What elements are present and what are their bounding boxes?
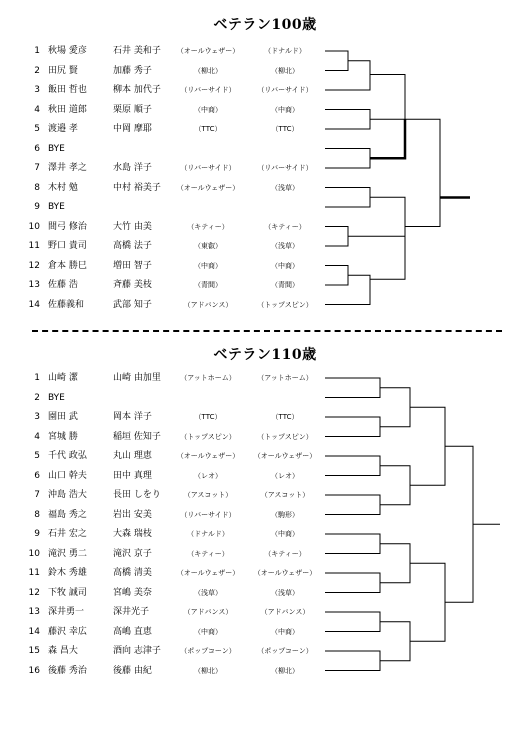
player-2-club: （柳北）	[271, 666, 299, 675]
player-1-club: （アドバンス）	[183, 608, 233, 616]
entry-number: 8	[34, 509, 40, 520]
bracket-line	[325, 266, 348, 286]
bracket-line	[410, 407, 445, 485]
player-2-club: （トップスピン）	[257, 432, 313, 441]
player-2-name: 丸山 理恵	[113, 451, 152, 461]
bracket-line	[325, 51, 348, 71]
player-1-name: 深井勇一	[48, 607, 85, 617]
player-1-name: 園田 武	[48, 412, 78, 422]
player-2-name: 高橋 清美	[113, 568, 152, 578]
bracket-line	[325, 456, 380, 476]
player-1-club: （TTC）	[194, 413, 222, 421]
player-2-name: 深井光子	[113, 607, 150, 617]
entry-number: 9	[34, 202, 40, 212]
bracket-line	[380, 544, 410, 583]
player-2-club: （レオ）	[271, 471, 299, 480]
player-2-name: 加藤 秀子	[113, 65, 152, 76]
bracket-line	[370, 236, 405, 279]
player-2-club: （ドナルド）	[264, 47, 306, 55]
entry-number: 16	[28, 665, 40, 676]
player-1-name: 下牧 誠司	[48, 587, 87, 598]
player-1-name: BYE	[48, 202, 65, 212]
entry-number: 13	[28, 280, 40, 290]
bracket-100	[325, 51, 470, 305]
player-2-club: （TTC）	[271, 413, 299, 421]
player-2-name: 酒向 志津子	[113, 646, 161, 656]
player-2-club: （キティー）	[264, 222, 306, 231]
entry-number: 5	[34, 451, 40, 461]
player-1-club: （オールウェザー）	[176, 183, 240, 192]
player-1-club: （柳北）	[194, 66, 222, 75]
bracket-line	[325, 149, 370, 169]
bracket-line	[445, 446, 473, 602]
entry-number: 4	[34, 104, 40, 115]
player-1-club: （トップスピン）	[180, 432, 236, 441]
player-2-club: （浅草）	[271, 242, 299, 250]
player-1-club: （ドナルド）	[187, 530, 229, 538]
bracket-line	[325, 417, 380, 437]
player-1-name: 飯田 哲也	[48, 85, 87, 95]
player-1-club: （青間）	[194, 281, 222, 289]
entry-number: 10	[28, 221, 40, 232]
section-title-110: ベテラン110歳	[213, 347, 317, 363]
player-1-name: 秋場 愛彦	[48, 46, 87, 56]
player-2-club: （中商）	[271, 261, 299, 270]
player-1-name: 宮城 勝	[48, 431, 78, 442]
player-1-name: 倉本 勝巳	[48, 260, 87, 271]
player-1-club: （柳北）	[194, 666, 222, 675]
player-2-club: （柳北）	[271, 66, 299, 75]
player-1-club: （ポップコーン）	[180, 647, 236, 655]
entry-number: 14	[28, 299, 40, 310]
player-1-club: （アスコット）	[183, 491, 233, 499]
player-2-club: （浅草）	[271, 588, 299, 597]
player-1-club: （オールウェザー）	[176, 47, 240, 55]
player-2-name: 高嶋 直恵	[113, 626, 152, 637]
player-2-name: 柳本 加代子	[113, 85, 161, 95]
entry-number: 6	[34, 143, 40, 154]
player-1-name: 佐藤義和	[48, 299, 85, 310]
bracket-line	[370, 75, 405, 120]
player-2-name: 大森 瑞枝	[113, 529, 152, 539]
player-2-club: （キティー）	[264, 549, 306, 558]
player-2-club: （ポップコーン）	[257, 647, 313, 655]
bracket-line	[380, 466, 410, 505]
entry-number: 12	[28, 587, 40, 598]
entry-number: 3	[34, 412, 40, 422]
entry-number: 11	[28, 241, 40, 251]
entry-number: 7	[34, 490, 40, 500]
player-2-name: 石井 美和子	[113, 46, 161, 56]
player-1-name: 鈴木 秀雄	[48, 568, 87, 578]
player-2-club: （トップスピン）	[257, 300, 313, 309]
player-2-name: 長田 しをり	[113, 490, 161, 500]
bracket-line	[380, 622, 410, 661]
player-1-name: 渡邉 孝	[48, 124, 78, 134]
player-1-name: 滝沢 勇二	[48, 548, 87, 559]
player-1-name: 佐藤 浩	[48, 280, 78, 290]
entry-number: 12	[28, 260, 40, 271]
bracket-line	[325, 495, 380, 515]
player-2-club: （中商）	[271, 627, 299, 636]
bracket-line	[325, 534, 380, 554]
player-2-club: （アットホーム）	[257, 374, 313, 382]
player-1-name: BYE	[48, 143, 65, 154]
bracket-line	[410, 563, 445, 641]
bracket-110	[325, 378, 500, 671]
player-2-club: （アドバンス）	[260, 608, 310, 616]
player-1-name: 石井 宏之	[48, 529, 87, 539]
entry-number: 15	[28, 646, 40, 656]
player-1-name: 山口 幹夫	[48, 470, 87, 481]
player-1-name: 木村 勉	[48, 182, 78, 193]
player-2-name: 斉藤 美枝	[113, 280, 152, 290]
player-1-club: （東叡）	[194, 242, 222, 250]
player-2-name: 中岡 摩耶	[113, 124, 152, 134]
entry-number: 2	[34, 392, 40, 403]
player-1-club: （アットホーム）	[180, 374, 236, 382]
player-2-club: （TTC）	[271, 125, 299, 133]
player-1-name: 秋田 道郎	[48, 104, 87, 115]
entry-number: 13	[28, 607, 40, 617]
player-1-name: 沖島 浩大	[48, 490, 87, 500]
entry-number: 2	[34, 65, 40, 76]
player-1-name: 福島 秀之	[48, 509, 87, 520]
player-2-name: 中村 裕美子	[113, 182, 161, 193]
bracket-line	[325, 227, 348, 247]
entry-number: 8	[34, 182, 40, 193]
bracket-line	[325, 651, 380, 671]
player-1-club: （浅草）	[194, 588, 222, 597]
player-2-club: （オールウェザー）	[253, 569, 317, 577]
bracket-line	[325, 110, 370, 130]
entry-number: 4	[34, 431, 40, 442]
player-2-name: 宮嶋 美奈	[113, 587, 152, 598]
player-2-name: 栗原 順子	[113, 104, 152, 115]
section-title-100: ベテラン100歳	[213, 17, 317, 33]
entry-number: 10	[28, 548, 40, 559]
player-1-name: 澤井 孝之	[48, 163, 87, 173]
player-2-name: 後藤 由紀	[113, 665, 152, 676]
player-1-name: 森 昌大	[48, 646, 78, 656]
player-1-club: （オールウェザー）	[176, 569, 240, 577]
player-1-name: 間弓 修治	[48, 221, 87, 232]
player-2-club: （駒形）	[271, 510, 299, 519]
player-2-club: （アスコット）	[260, 491, 310, 499]
bracket-line	[380, 388, 410, 427]
entry-number: 1	[34, 373, 40, 383]
player-1-name: BYE	[48, 392, 65, 403]
entry-number: 11	[28, 568, 40, 578]
player-2-name: 岡本 洋子	[113, 412, 152, 422]
player-1-club: （キティー）	[187, 549, 229, 558]
player-2-name: 大竹 由美	[113, 221, 152, 232]
bracket-line	[348, 197, 405, 236]
player-2-club: （中商）	[271, 530, 299, 538]
player-1-club: （リバーサイド）	[180, 164, 236, 172]
bracket-line	[325, 188, 370, 208]
player-2-name: 武部 知子	[113, 299, 152, 310]
player-1-name: 山崎 潔	[48, 373, 78, 383]
player-2-name: 水島 洋子	[113, 163, 152, 173]
player-2-club: （中商）	[271, 105, 299, 114]
player-2-club: （オールウェザー）	[253, 452, 317, 460]
player-1-club: （TTC）	[194, 125, 222, 133]
entry-number: 6	[34, 470, 40, 481]
bracket-line	[370, 119, 405, 158]
player-2-name: 高橋 法子	[113, 241, 152, 251]
entry-number: 7	[34, 163, 40, 173]
player-1-name: 後藤 秀治	[48, 665, 87, 676]
player-2-club: （浅草）	[271, 183, 299, 192]
bracket-line	[325, 612, 380, 632]
entry-number: 14	[28, 626, 40, 637]
player-1-club: （中商）	[194, 261, 222, 270]
player-2-club: （青間）	[271, 281, 299, 289]
player-1-name: 藤沢 幸広	[48, 626, 87, 637]
player-2-name: 滝沢 京子	[113, 548, 152, 559]
player-2-name: 田中 真理	[113, 470, 152, 481]
bracket-line	[325, 378, 380, 398]
player-2-club: （リバーサイド）	[257, 164, 313, 172]
bracket-line	[405, 119, 440, 226]
bracket-line	[325, 573, 380, 593]
player-1-club: （オールウェザー）	[176, 452, 240, 460]
entry-number: 3	[34, 85, 40, 95]
entry-number: 1	[34, 46, 40, 56]
player-2-name: 稲垣 佐知子	[113, 431, 161, 442]
player-1-club: （中商）	[194, 627, 222, 636]
player-2-name: 山崎 由加里	[113, 373, 161, 383]
entry-number: 5	[34, 124, 40, 134]
player-1-club: （レオ）	[194, 471, 222, 480]
player-1-club: （アドバンス）	[183, 300, 233, 309]
player-1-club: （リバーサイド）	[180, 86, 236, 94]
player-1-club: （中商）	[194, 105, 222, 114]
player-2-club: （リバーサイド）	[257, 86, 313, 94]
player-2-name: 増田 智子	[113, 260, 152, 271]
player-1-club: （リバーサイド）	[180, 510, 236, 519]
player-1-name: 田尻 賢	[48, 65, 78, 76]
entry-number: 9	[34, 529, 40, 539]
player-1-name: 千代 政弘	[48, 451, 87, 461]
player-2-name: 岩出 安美	[113, 509, 152, 520]
player-1-name: 野口 貴司	[48, 241, 87, 251]
player-1-club: （キティー）	[187, 222, 229, 231]
